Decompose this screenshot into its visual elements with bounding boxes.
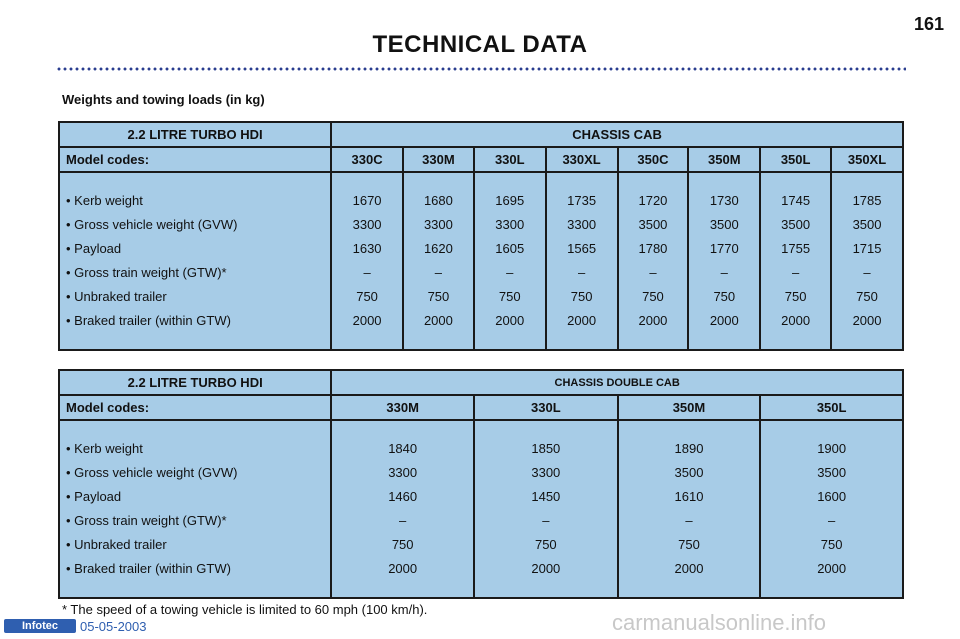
- value-cell: 2000: [531, 561, 561, 576]
- value-cell: 3300: [495, 217, 525, 232]
- value-cell: –: [434, 265, 443, 280]
- value-cell: 2000: [423, 313, 453, 328]
- value-cell: –: [542, 513, 550, 528]
- value-cell: 3300: [423, 217, 453, 232]
- value-cell: –: [649, 265, 657, 280]
- model-values-column: [688, 172, 760, 350]
- model-values-column: [331, 420, 474, 598]
- row-label: • Gross vehicle weight (GVW): [66, 465, 238, 480]
- value-cell: 1840: [388, 441, 418, 456]
- value-cell: 1565: [567, 241, 597, 256]
- body-type-label: CHASSIS DOUBLE CAB: [331, 370, 903, 395]
- value-cell: 1620: [423, 241, 453, 256]
- model-code: 350M: [618, 395, 761, 420]
- value-cell: 1900: [817, 441, 847, 456]
- row-label: • Gross train weight (GTW)*: [66, 265, 227, 280]
- engine-label: 2.2 LITRE TURBO HDI: [59, 370, 331, 395]
- row-label: • Payload: [66, 489, 122, 504]
- value-cell: 1715: [852, 241, 882, 256]
- row-label: • Unbraked trailer: [66, 537, 167, 552]
- value-cell: –: [863, 265, 871, 280]
- value-cell: 1755: [781, 241, 811, 256]
- value-cell: 2000: [709, 313, 739, 328]
- model-values-column: [618, 172, 689, 350]
- model-values-column: [831, 172, 903, 350]
- model-values-column: [474, 172, 546, 350]
- value-cell: 1780: [638, 241, 668, 256]
- model-code: 350L: [760, 395, 903, 420]
- engine-label: 2.2 LITRE TURBO HDI: [59, 122, 331, 147]
- value-cell: –: [506, 265, 514, 280]
- row-label: • Braked trailer (within GTW): [66, 561, 231, 576]
- value-cell: –: [685, 513, 693, 528]
- value-cell: 1630: [352, 241, 382, 256]
- row-label: • Unbraked trailer: [66, 289, 167, 304]
- value-cell: 750: [642, 289, 664, 304]
- value-cell: 1890: [674, 441, 704, 456]
- value-cell: 1730: [709, 193, 739, 208]
- page-title: TECHNICAL DATA: [372, 31, 588, 58]
- section-subtitle: Weights and towing loads (in kg): [62, 92, 265, 107]
- value-cell: 2000: [674, 561, 704, 576]
- value-cell: 1735: [567, 193, 597, 208]
- value-cell: 750: [713, 289, 736, 304]
- model-code: 330L: [474, 147, 546, 172]
- value-cell: –: [577, 265, 586, 280]
- value-cell: 750: [391, 537, 414, 552]
- value-cell: –: [363, 265, 371, 280]
- row-label: • Braked trailer (within GTW): [66, 313, 231, 328]
- value-cell: 3500: [709, 217, 739, 232]
- value-cell: –: [399, 513, 407, 528]
- chassis-cab-table: [58, 121, 904, 351]
- model-values-column: [618, 420, 761, 598]
- page-number: 161: [914, 14, 945, 34]
- model-code: 330XL: [546, 147, 618, 172]
- value-cell: –: [720, 265, 728, 280]
- value-cell: 2000: [352, 313, 382, 328]
- value-cell: 2000: [852, 313, 882, 328]
- row-label: • Kerb weight: [66, 441, 143, 456]
- model-codes-label: Model codes:: [59, 395, 331, 420]
- value-cell: 750: [427, 289, 450, 304]
- infotec-logo: Infotec: [4, 619, 76, 633]
- value-cell: 1605: [495, 241, 525, 256]
- model-code: 350L: [760, 147, 831, 172]
- value-cell: 1450: [531, 489, 561, 504]
- model-values-column: [760, 420, 903, 598]
- value-cell: 2000: [567, 313, 597, 328]
- value-cell: 1610: [674, 489, 704, 504]
- value-cell: 2000: [388, 561, 418, 576]
- model-values-column: [331, 172, 403, 350]
- row-labels-column: [59, 420, 331, 598]
- value-cell: 3500: [674, 465, 704, 480]
- model-code: 350XL: [831, 147, 903, 172]
- value-cell: 2000: [495, 313, 525, 328]
- model-code: 350C: [618, 147, 689, 172]
- value-cell: 1770: [709, 241, 739, 256]
- model-codes-label: Model codes:: [59, 147, 331, 172]
- row-label: • Gross train weight (GTW)*: [66, 513, 227, 528]
- footer-date: 05-05-2003: [80, 619, 147, 634]
- value-cell: 3500: [817, 465, 847, 480]
- model-code: 350M: [688, 147, 760, 172]
- value-cell: 750: [534, 537, 557, 552]
- value-cell: 750: [820, 537, 843, 552]
- value-cell: 3300: [531, 465, 561, 480]
- model-values-column: [474, 420, 618, 598]
- value-cell: 750: [678, 537, 700, 552]
- watermark-text: carmanualsonline.info: [612, 610, 827, 635]
- row-label: • Gross vehicle weight (GVW): [66, 217, 238, 232]
- model-code: 330M: [403, 147, 474, 172]
- row-labels-column: [59, 172, 331, 350]
- value-cell: 3500: [781, 217, 811, 232]
- value-cell: –: [828, 513, 836, 528]
- footnote: * The speed of a towing vehicle is limited to 60 mph (100 km/h).: [62, 602, 428, 617]
- chassis-double-cab-table: [58, 369, 904, 599]
- value-cell: 2000: [781, 313, 811, 328]
- value-cell: 750: [784, 289, 807, 304]
- model-code: 330M: [331, 395, 474, 420]
- model-code: 330L: [474, 395, 618, 420]
- value-cell: 2000: [638, 313, 668, 328]
- value-cell: 750: [856, 289, 878, 304]
- value-cell: 1695: [495, 193, 525, 208]
- model-code: 330C: [331, 147, 403, 172]
- value-cell: 3500: [638, 217, 668, 232]
- value-cell: 3500: [852, 217, 882, 232]
- row-label: • Kerb weight: [66, 193, 143, 208]
- value-cell: 1745: [781, 193, 811, 208]
- value-cell: 1680: [423, 193, 453, 208]
- value-cell: 3300: [567, 217, 597, 232]
- value-cell: 1460: [388, 489, 418, 504]
- value-cell: 3300: [352, 217, 382, 232]
- value-cell: 1720: [638, 193, 668, 208]
- value-cell: 1670: [352, 193, 382, 208]
- dotted-divider: [56, 67, 906, 71]
- value-cell: 3300: [388, 465, 418, 480]
- value-cell: 750: [570, 289, 593, 304]
- model-values-column: [760, 172, 831, 350]
- row-label: • Payload: [66, 241, 122, 256]
- model-values-column: [403, 172, 474, 350]
- value-cell: 1785: [852, 193, 882, 208]
- value-cell: 1850: [531, 441, 561, 456]
- value-cell: –: [792, 265, 800, 280]
- value-cell: 2000: [817, 561, 847, 576]
- value-cell: 1600: [817, 489, 847, 504]
- model-values-column: [546, 172, 618, 350]
- body-type-label: CHASSIS CAB: [331, 122, 903, 147]
- value-cell: 750: [356, 289, 378, 304]
- value-cell: 750: [498, 289, 521, 304]
